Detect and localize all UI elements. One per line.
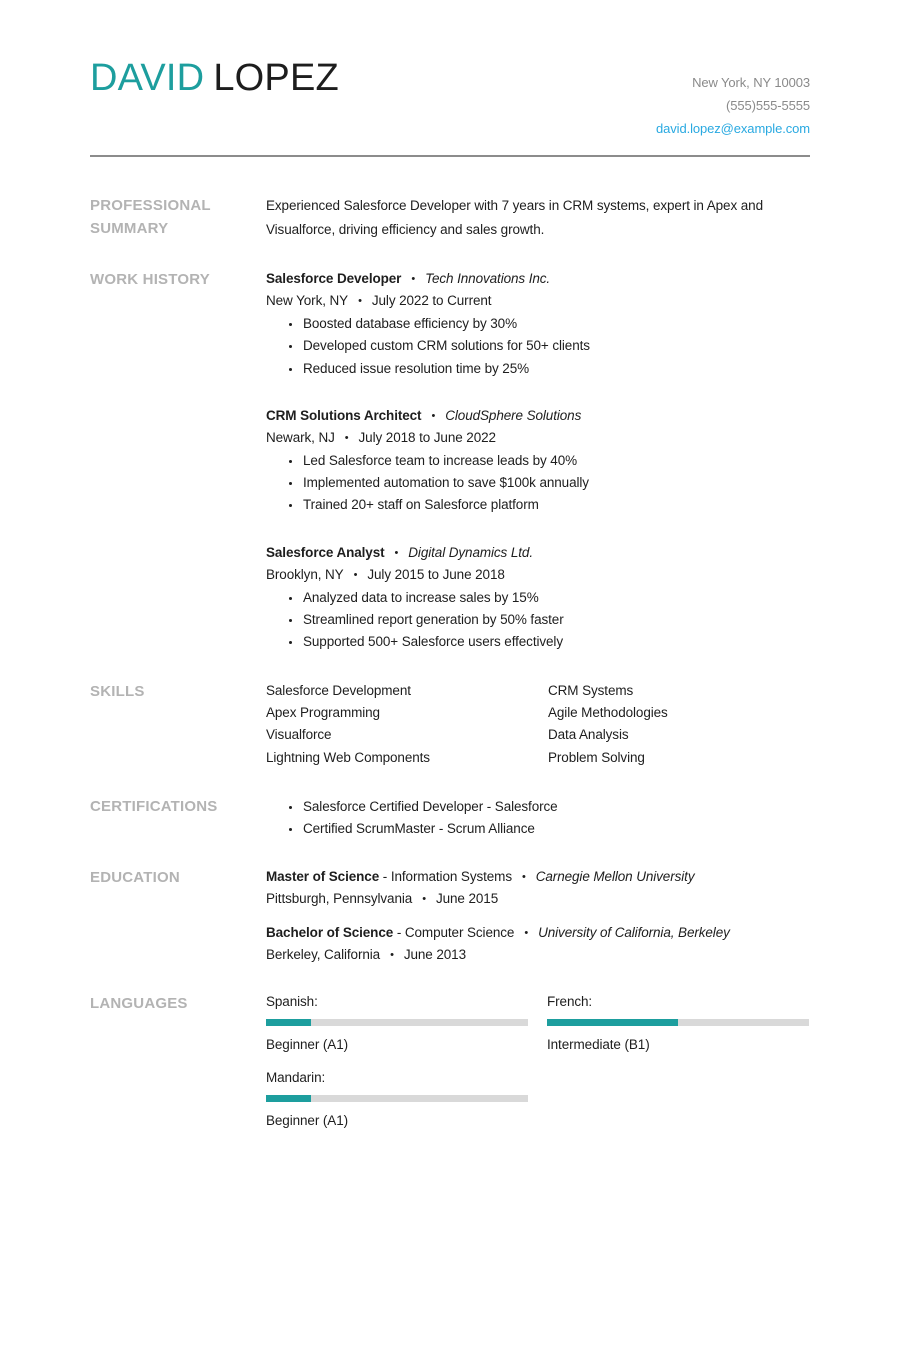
job-bullet: • Reduced issue resolution time by 25% [302, 358, 810, 380]
header-divider [90, 155, 810, 157]
summary-content [266, 194, 810, 242]
job-title: CRM Solutions Architect [266, 407, 422, 423]
education-field: Computer Science [404, 925, 515, 941]
education-entry [266, 866, 810, 910]
education-school: Carnegie Mellon University [535, 869, 695, 885]
education-location: Berkeley, California [266, 947, 381, 963]
job-title: Salesforce Analyst [266, 544, 385, 560]
job-location: Newark, NJ [266, 429, 335, 445]
job-location: Brooklyn, NY [266, 566, 344, 582]
separator-dot: • [524, 927, 529, 940]
skill-item: Lightning Web Components [266, 749, 430, 765]
job-meta-line [266, 564, 810, 586]
last-name: LOPEZ [213, 57, 339, 99]
separator-dash: - [382, 869, 388, 885]
job-entry [266, 542, 810, 654]
education-location: Pittsburgh, Pennsylvania [266, 891, 413, 907]
language-name: Spanish: [266, 994, 318, 1010]
skill-item: Problem Solving [548, 749, 645, 765]
language-progress-fill [547, 1019, 678, 1026]
job-bullet-list [266, 587, 810, 654]
separator-dash: - [396, 925, 402, 941]
language-item [266, 992, 528, 1055]
separator-dot: • [422, 893, 426, 906]
job-company: Tech Innovations Inc. [425, 271, 551, 286]
certification-list [266, 796, 810, 841]
section-professional-summary [90, 194, 810, 242]
language-progress-fill [266, 1095, 311, 1102]
language-name: French: [547, 994, 593, 1010]
job-bullet: • Implemented automation to save $100k annually [302, 472, 810, 494]
education-degree-line [266, 866, 810, 888]
job-bullet: • Developed custom CRM solutions for 50+ clients [302, 335, 810, 357]
language-progress-track [266, 1019, 528, 1026]
work-history-content [266, 268, 810, 654]
job-title: Salesforce Developer [266, 271, 402, 286]
language-item [266, 1068, 528, 1131]
language-progress-track [547, 1019, 809, 1026]
skills-columns [266, 680, 810, 769]
section-skills [90, 680, 810, 769]
job-company: CloudSphere Solutions [445, 407, 582, 423]
summary-text: Experienced Salesforce Developer with 7 years in CRM systems, expert in Apex and Visualforce, driving efficiency and sales growth. [266, 198, 763, 237]
job-dates: July 2018 to June 2022 [358, 429, 496, 445]
job-bullet: • Streamlined report generation by 50% faster [302, 609, 810, 631]
job-title-line [266, 542, 810, 564]
job-bullet-list [266, 313, 810, 380]
separator-dot: • [411, 273, 416, 285]
education-entry [266, 922, 810, 966]
education-degree: Bachelor of Science [266, 925, 394, 941]
separator-dot: • [344, 431, 349, 444]
separator-dot: • [394, 546, 399, 559]
language-level: Intermediate (B1) [547, 1037, 650, 1053]
skill-item: Apex Programming [266, 704, 380, 720]
job-title-line [266, 268, 810, 290]
header [90, 56, 810, 140]
contact-phone: (555)555-5555 [726, 98, 810, 113]
separator-dot: • [390, 949, 394, 962]
education-field: Information Systems [390, 869, 512, 885]
languages-grid [266, 992, 810, 1131]
contact-location: New York, NY 10003 [692, 75, 810, 90]
resume-body [90, 194, 810, 1131]
job-bullet: • Trained 20+ staff on Salesforce platform [302, 494, 810, 516]
contact-email-link[interactable]: david.lopez@example.com [656, 121, 810, 136]
section-label-languages: LANGUAGES [90, 995, 188, 1013]
job-dates: July 2015 to June 2018 [367, 566, 505, 582]
skill-item: Visualforce [266, 727, 332, 743]
job-bullet: • Supported 500+ Salesforce users effectively [302, 631, 810, 653]
section-label-certifications: CERTIFICATIONS [90, 797, 218, 815]
education-date: June 2013 [403, 947, 466, 963]
skill-item: Salesforce Development [266, 682, 411, 698]
job-entry [266, 405, 810, 517]
skills-content [266, 680, 810, 769]
section-education [90, 866, 810, 966]
separator-dot: • [521, 871, 526, 884]
contact-block [656, 71, 810, 140]
language-progress-fill [266, 1019, 311, 1026]
certifications-content [266, 795, 810, 841]
skill-item: Agile Methodologies [548, 704, 668, 720]
section-label-work: WORK HISTORY [90, 271, 210, 288]
job-bullet: • Analyzed data to increase sales by 15% [302, 587, 810, 609]
skills-column-2 [548, 680, 810, 769]
job-location: New York, NY [266, 293, 349, 308]
job-bullet-list [266, 450, 810, 517]
language-name: Mandarin: [266, 1070, 326, 1086]
job-title-line [266, 405, 810, 427]
languages-content [266, 992, 810, 1131]
job-company: Digital Dynamics Ltd. [408, 544, 533, 560]
job-dates: July 2022 to Current [371, 293, 492, 308]
section-languages [90, 992, 810, 1131]
education-degree-line [266, 922, 810, 944]
education-meta-line [266, 888, 810, 910]
language-level: Beginner (A1) [266, 1113, 348, 1129]
education-degree: Master of Science [266, 869, 380, 885]
separator-dot: • [358, 295, 362, 307]
job-meta-line [266, 427, 810, 449]
language-item [547, 992, 809, 1055]
name-heading [90, 56, 339, 100]
section-label-skills: SKILLS [90, 682, 145, 700]
first-name: DAVID [90, 57, 205, 99]
separator-dot: • [431, 409, 436, 422]
skill-item: CRM Systems [548, 682, 634, 698]
language-level: Beginner (A1) [266, 1037, 348, 1053]
section-certifications [90, 795, 810, 841]
section-work-history [90, 268, 810, 654]
certification-item: • Salesforce Certified Developer - Salesforce [302, 796, 810, 818]
section-label-summary: PROFESSIONAL SUMMARY [90, 197, 211, 237]
education-school: University of California, Berkeley [538, 925, 730, 941]
job-meta-line [266, 290, 810, 312]
certification-item: • Certified ScrumMaster - Scrum Alliance [302, 818, 810, 840]
job-bullet: • Led Salesforce team to increase leads by 40% [302, 450, 810, 472]
skills-column-1 [266, 680, 548, 769]
section-label-education: EDUCATION [90, 869, 180, 887]
skill-item: Data Analysis [548, 727, 629, 743]
language-progress-track [266, 1095, 528, 1102]
education-content [266, 866, 810, 966]
job-entry [266, 268, 810, 380]
job-bullet: • Boosted database efficiency by 30% [302, 313, 810, 335]
education-date: June 2015 [435, 891, 499, 907]
separator-dot: • [353, 568, 358, 581]
education-meta-line [266, 944, 810, 966]
